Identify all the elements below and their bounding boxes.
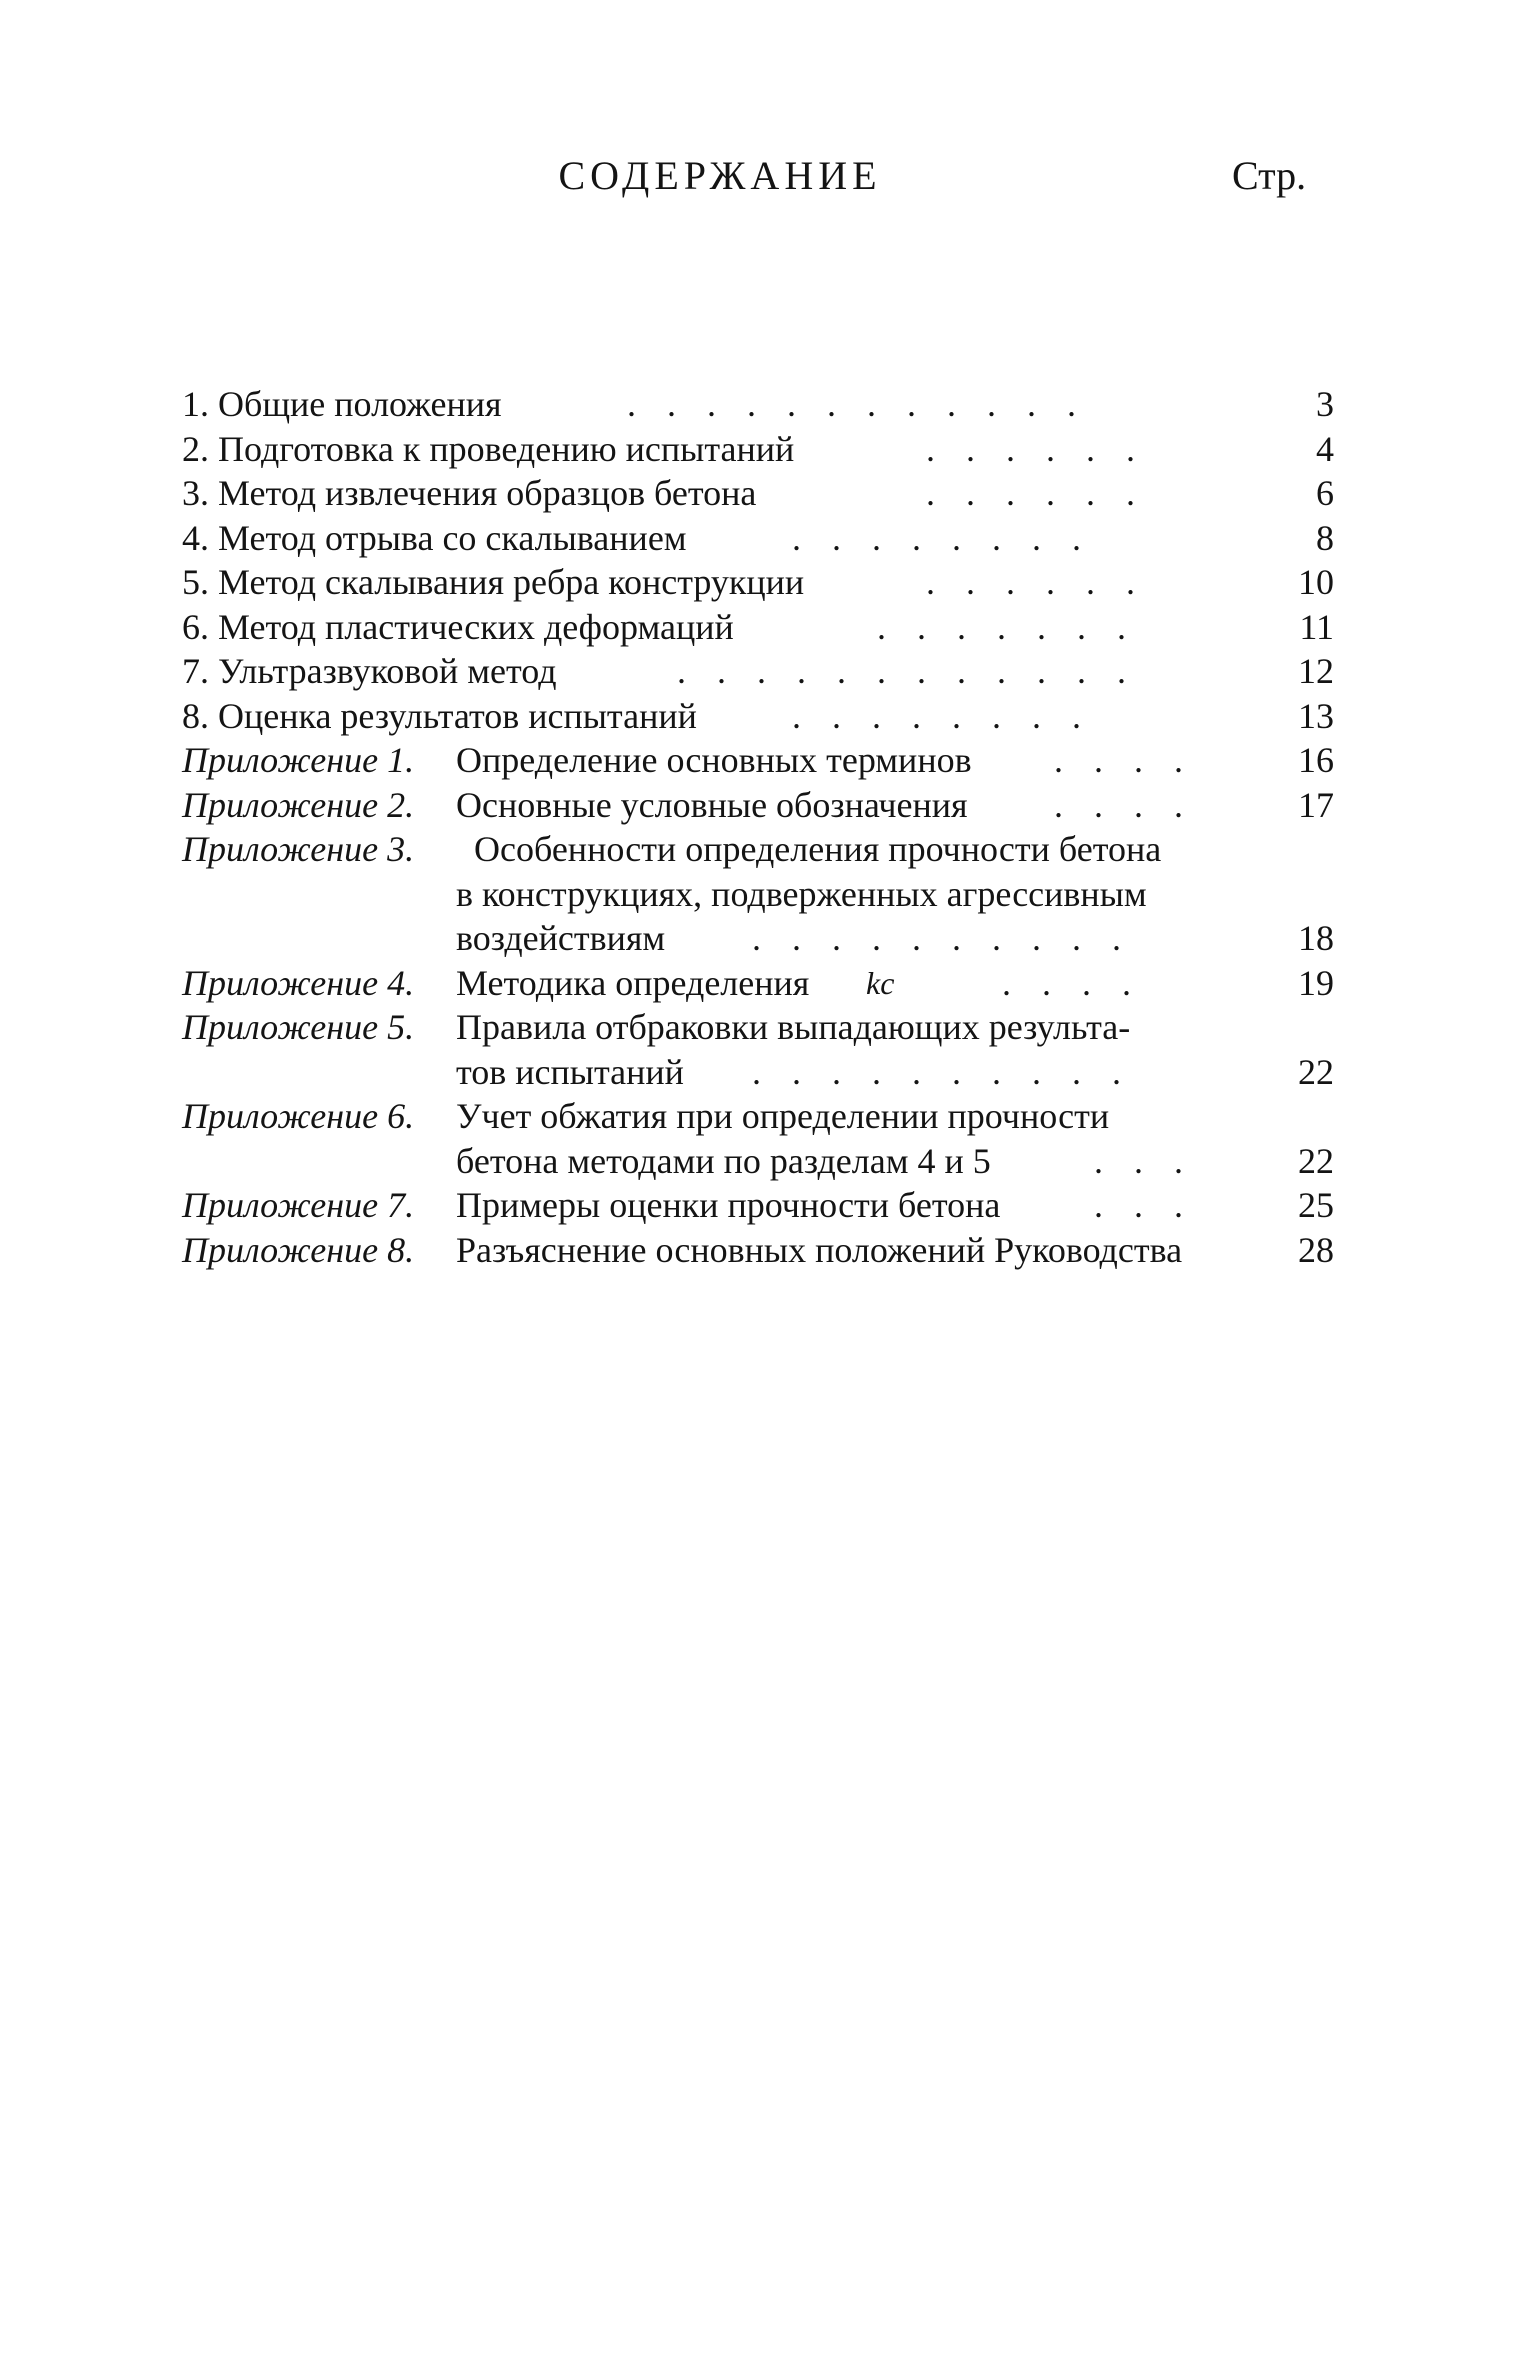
toc-page-number: 19 (1298, 962, 1334, 1003)
toc-appendix-8[interactable] (182, 1228, 1334, 1273)
toc-page-number: 12 (1298, 651, 1334, 691)
appendix-lead: Приложение 8. (182, 1229, 415, 1270)
toc-entry-label: Учет обжатия при определении прочности (456, 1096, 1110, 1136)
toc-entry-label: Основные условные обозначения (456, 784, 968, 825)
toc-entry-6[interactable] (182, 605, 1334, 650)
toc-entry-label: 6. Метод пластических деформаций (182, 606, 734, 647)
toc-appendix-6[interactable] (182, 1094, 1334, 1139)
toc-leader-dots: . . . . . . . . . . (752, 1051, 1132, 1092)
toc-entry-1[interactable] (182, 382, 1334, 427)
toc-appendix-3[interactable] (182, 827, 1334, 872)
toc-page-number: 3 (1316, 384, 1334, 424)
appendix-lead: Приложение 7. (182, 1185, 415, 1225)
toc-entry-2[interactable] (182, 427, 1334, 472)
toc-entry-label: 2. Подготовка к проведению испытаний (182, 428, 795, 469)
toc-page-number: 8 (1316, 517, 1334, 558)
toc-entry-label: 7. Ультразвуковой метод (182, 651, 557, 691)
toc-entry-3[interactable] (182, 471, 1334, 516)
toc-page-number: 6 (1316, 473, 1334, 513)
toc-entry-label: 4. Метод отрыва со скалыванием (182, 517, 687, 558)
toc-entry-label: Методика определения (456, 962, 810, 1003)
toc-leader-dots: . . . (1094, 1140, 1194, 1181)
toc-leader-dots: . . . . (1054, 740, 1194, 780)
toc-entry-7[interactable] (182, 649, 1334, 694)
toc-leader-dots: . . . . . . . . . . (752, 918, 1132, 958)
toc-page-number: 16 (1298, 740, 1334, 780)
page-title: СОДЕРЖАНИЕ (558, 153, 882, 198)
toc-appendix-6-cont[interactable] (182, 1139, 1334, 1184)
kc-symbol: kс (866, 964, 895, 1001)
toc-leader-dots: . . . . . . . . (792, 517, 1092, 558)
toc-leader-dots: . . . . . . . (877, 606, 1137, 647)
toc-appendix-1[interactable] (182, 738, 1334, 783)
appendix-lead: Приложение 4. (182, 962, 415, 1003)
toc-leader-dots: . . . . . . (926, 428, 1146, 469)
toc-leader-dots: . . . . . . . . . . . . (677, 651, 1137, 691)
toc-page-number: 10 (1298, 562, 1334, 602)
toc-entry-5[interactable] (182, 560, 1334, 605)
toc-leader-dots: . . . . (1002, 962, 1142, 1003)
toc-page-number: 11 (1299, 606, 1334, 647)
appendix-lead: Приложение 3. (182, 829, 415, 869)
table-of-contents (182, 382, 1334, 1272)
toc-entry-label-continued: в конструкциях, подверженных агрессивным (456, 873, 1147, 914)
toc-appendix-2[interactable] (182, 783, 1334, 828)
toc-entry-8[interactable] (182, 694, 1334, 739)
toc-appendix-3-cont[interactable] (182, 916, 1334, 961)
toc-appendix-5[interactable] (182, 1005, 1334, 1050)
toc-page-number: 25 (1298, 1185, 1334, 1225)
toc-appendix-7[interactable] (182, 1183, 1334, 1228)
toc-entry-4[interactable] (182, 516, 1334, 561)
toc-entry-label: 3. Метод извлечения образцов бетона (182, 473, 757, 513)
appendix-lead: Приложение 5. (182, 1007, 415, 1047)
toc-entry-label-continued: воздействиям (456, 918, 666, 958)
toc-entry-label: Особенности определения прочности бетона (474, 829, 1162, 869)
toc-entry-label-continued: бетона методами по разделам 4 и 5 (456, 1140, 991, 1181)
toc-entry-label: 8. Оценка результатов испытаний (182, 695, 697, 736)
appendix-lead: Приложение 2. (182, 784, 415, 825)
toc-page-number: 17 (1298, 784, 1334, 825)
toc-page-number: 4 (1316, 428, 1334, 469)
toc-page-number: 13 (1298, 695, 1334, 736)
toc-entry-label: 5. Метод скалывания ребра конструкции (182, 562, 805, 602)
toc-leader-dots: . . . . . . (926, 473, 1146, 513)
toc-page-number: 22 (1298, 1140, 1334, 1181)
toc-appendix-5-cont[interactable] (182, 1050, 1334, 1095)
toc-page-number: 22 (1298, 1051, 1334, 1092)
toc-entry-label: Разъяснение основных положений Руководства (456, 1229, 1183, 1270)
toc-page-number: 28 (1298, 1229, 1334, 1270)
toc-leader-dots: . . . . . . (926, 562, 1146, 602)
appendix-lead: Приложение 1. (182, 740, 415, 780)
toc-leader-dots: . . . (1094, 1185, 1194, 1225)
toc-entry-label: Примеры оценки прочности бетона (456, 1185, 1001, 1225)
toc-entry-label: Правила отбраковки выпадающих результа- (456, 1007, 1131, 1047)
toc-entry-label: 1. Общие положения (182, 384, 502, 424)
toc-leader-dots: . . . . (1054, 784, 1194, 825)
toc-entry-label: Определение основных терминов (456, 740, 972, 780)
page-column-label: Стр. (1232, 153, 1307, 198)
toc-appendix-4[interactable] (182, 961, 1334, 1006)
toc-leader-dots: . . . . . . . . . . . . (627, 384, 1087, 424)
toc-page-number: 18 (1298, 918, 1334, 958)
toc-appendix-3-cont[interactable] (182, 872, 1334, 917)
toc-leader-dots: . . . . . . . . (792, 695, 1092, 736)
appendix-lead: Приложение 6. (182, 1096, 415, 1136)
toc-entry-label-continued: тов испытаний (456, 1051, 684, 1092)
